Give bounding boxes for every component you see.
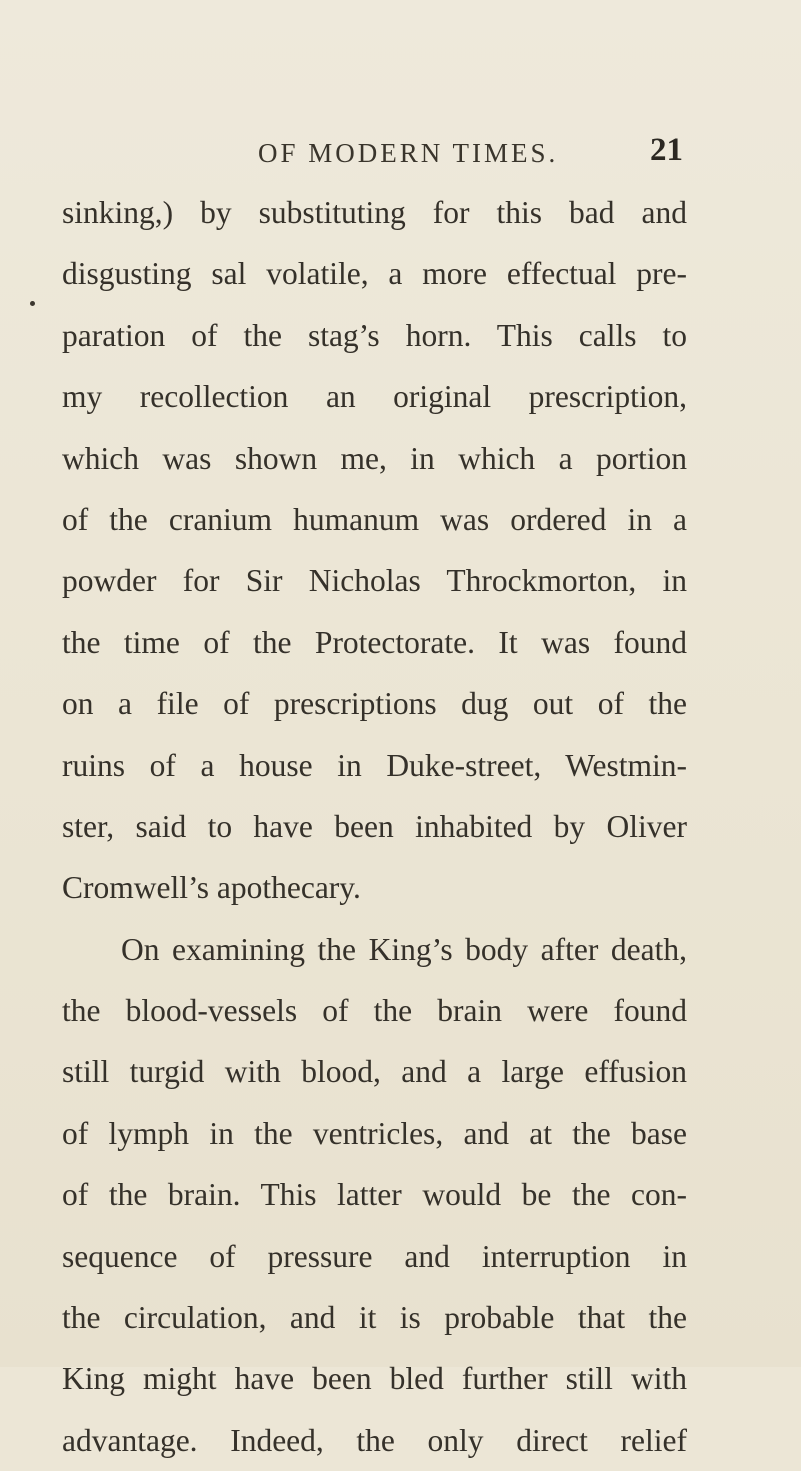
running-title: OF MODERN TIMES.	[258, 138, 559, 168]
text-line: powder for Sir Nicholas Throckmorton, in	[62, 563, 687, 599]
text-line: the time of the Protectorate. It was found	[62, 624, 687, 660]
margin-mark	[30, 301, 35, 306]
text-line: paration of the stag’s horn. This calls to	[62, 317, 687, 353]
text-line: disgusting sal volatile, a more effectual pre-	[62, 256, 687, 292]
text-line: advantage. Indeed, the only direct relief	[62, 1422, 687, 1458]
text-line: on a file of prescriptions dug out of the	[62, 686, 687, 722]
text-line: sequence of pressure and interruption in	[62, 1238, 687, 1274]
text-line: the blood-vessels of the brain were found	[62, 993, 687, 1029]
text-line: of lymph in the ventricles, and at the base	[62, 1115, 687, 1151]
text-line: which was shown me, in which a portion	[62, 440, 687, 476]
page-number: 21	[650, 132, 683, 168]
text-line: On examining the King’s body after death,	[121, 931, 687, 967]
text-line: still turgid with blood, and a large effusion	[62, 1054, 687, 1090]
running-head	[0, 132, 801, 182]
text-line: Cromwell’s apothecary.	[62, 870, 361, 906]
text-line: the circulation, and it is probable that the	[62, 1300, 687, 1336]
text-line: ster, said to have been inhabited by Oliver	[62, 808, 687, 844]
text-line: my recollection an original prescription,	[62, 379, 687, 415]
text-line: ruins of a house in Duke-street, Westmin-	[62, 747, 687, 783]
text-line: King might have been bled further still with	[62, 1361, 687, 1397]
text-line: sinking,) by substituting for this bad and	[62, 195, 687, 230]
text-line: of the brain. This latter would be the con-	[62, 1177, 687, 1213]
text-line: of the cranium humanum was ordered in a	[62, 501, 687, 537]
body-text	[62, 182, 687, 1471]
